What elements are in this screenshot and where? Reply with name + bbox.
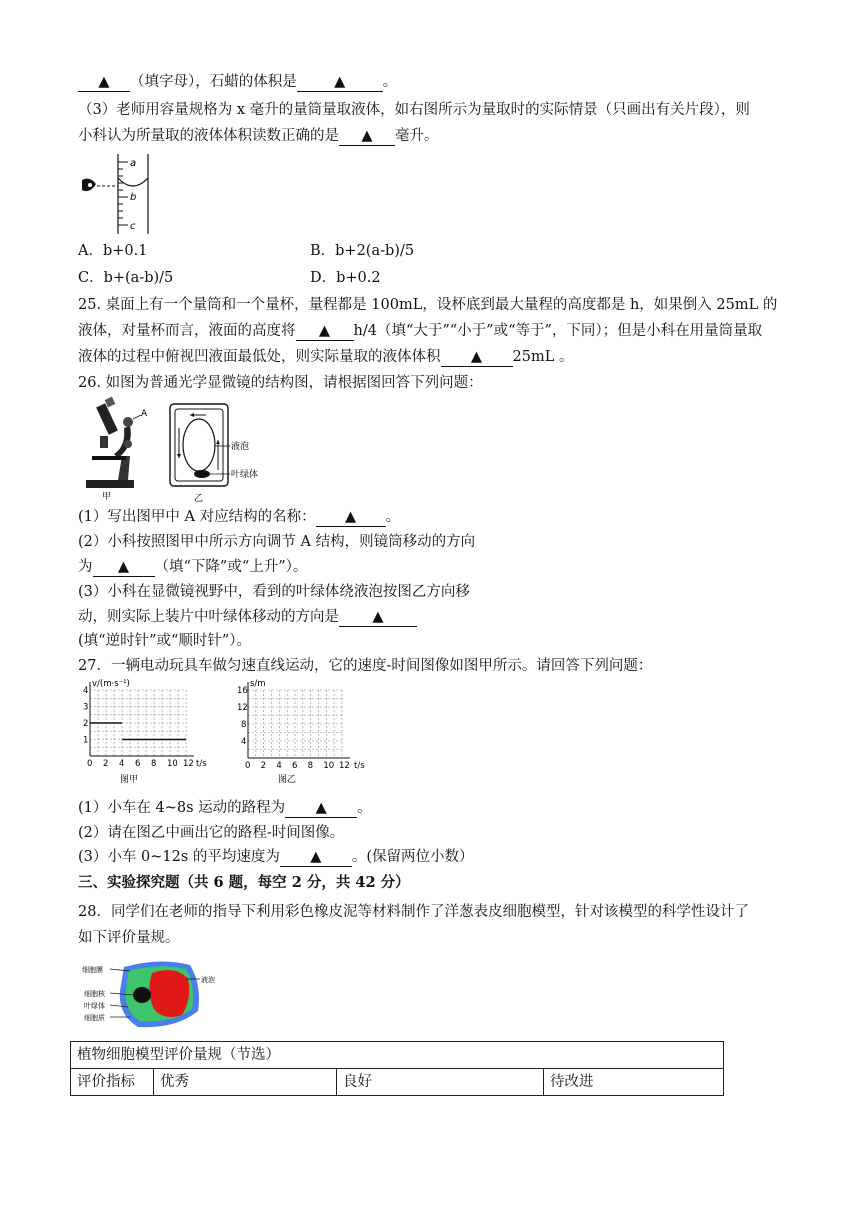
q28-text2: 如下评价量规。 <box>78 930 180 946</box>
x-axis-label: t/s <box>196 759 207 769</box>
x-tick-label: 6 <box>292 761 298 771</box>
microscope-figure <box>78 396 150 500</box>
chart-axes <box>90 682 194 756</box>
plant-cell-figure <box>164 400 274 504</box>
chart-axes <box>248 682 350 758</box>
q27-sub1: (1）小车在 4~8s 运动的路程为 ▲ 。 <box>78 800 372 816</box>
q25-text: 25. 桌面上有一个量筒和一个量杯，量程都是 100mL，设杯底到最大量程的高度都是 h，如果倒入 25mL 的 <box>78 297 778 313</box>
svg-text:乙: 乙 <box>194 494 204 504</box>
y-tick-label: 1 <box>83 735 89 746</box>
x-tick-label: 2 <box>260 761 267 771</box>
q26-sub3b: 动，则实际上装片中叶绿体移动的方向是 ▲ <box>78 607 417 627</box>
answer-blank[interactable]: ▲ <box>339 127 395 146</box>
x-tick-label: 10 <box>167 759 178 769</box>
answer-blank[interactable]: ▲ <box>297 73 383 92</box>
x-tick-label: 6 <box>135 759 141 769</box>
chart-caption: 图乙 <box>278 775 297 785</box>
x-tick-label: 0 <box>87 759 93 769</box>
option-c[interactable]: C．b+(a-b)/5 <box>78 270 174 286</box>
q27-title: 27．一辆电动玩具车做匀速直线运动，它的速度-时间图像如图甲所示。请回答下列问题： <box>78 658 653 674</box>
option-a[interactable]: A．b+0.1 <box>78 243 148 259</box>
svg-text:b: b <box>130 192 137 203</box>
x-tick-label: 10 <box>323 761 335 771</box>
q26-sub2: (2）小科按照图甲中所示方向调节 A 结构，则镜筒移动的方向 <box>78 534 476 550</box>
rubric-header-excellent: 优秀 <box>154 1069 337 1096</box>
x-tick-label: 4 <box>119 759 125 769</box>
q27-sub2: (2）请在图乙中画出它的路程-时间图像。 <box>78 825 345 841</box>
answer-blank[interactable]: ▲ <box>339 608 417 627</box>
onion-cell-model-image <box>80 955 240 1035</box>
answer-blank[interactable]: ▲ <box>316 508 386 527</box>
x-tick-label: 2 <box>103 759 109 769</box>
y-tick-label: 4 <box>83 686 89 696</box>
chart-caption: 图甲 <box>120 775 139 785</box>
q24-part3-text2: 小科认为所量取的液体体积读数正确的是 ▲ 毫升。 <box>78 128 439 144</box>
svg-text:叶绿体: 叶绿体 <box>84 1002 105 1010</box>
q24-line-continuation: ▲ （填字母），石蜡的体积是 ▲ 。 <box>78 72 397 92</box>
answer-blank[interactable]: ▲ <box>441 348 513 367</box>
cylinder-reading-figure <box>78 150 158 236</box>
x-tick-label: 0 <box>245 761 251 771</box>
rubric-header-improve: 待改进 <box>544 1069 724 1096</box>
x-tick-label: 8 <box>151 759 157 769</box>
svg-text:c: c <box>130 221 136 232</box>
svg-text:A: A <box>141 409 148 419</box>
q27-sub3: (3）小车 0~12s 的平均速度为 ▲ 。(保留两位小数） <box>78 849 474 865</box>
option-b[interactable]: B．b+2(a-b)/5 <box>310 243 415 259</box>
answer-blank[interactable]: ▲ <box>296 322 354 341</box>
section-3-title: 三、实验探究题（共 6 题，每空 2 分，共 42 分） <box>78 874 410 891</box>
x-axis-label: t/s <box>354 761 365 771</box>
answer-blank[interactable]: ▲ <box>285 799 357 818</box>
y-tick-label: 12 <box>237 703 248 713</box>
rubric-table <box>70 1041 724 1096</box>
x-tick-label: 4 <box>276 761 282 771</box>
table-row <box>71 1069 724 1096</box>
svg-text:液泡: 液泡 <box>201 976 215 984</box>
svg-text:细胞质: 细胞质 <box>84 1014 105 1022</box>
answer-blank[interactable]: ▲ <box>78 73 130 92</box>
q26-sub2b: 为 ▲ （填“下降”或“上升”）。 <box>78 559 308 575</box>
q28-text: 28．同学们在老师的指导下利用彩色橡皮泥等材料制作了洋葱表皮细胞模型，针对该模型的科学性设计了 <box>78 904 749 920</box>
x-tick-label: 12 <box>339 761 350 771</box>
answer-blank[interactable]: ▲ <box>93 558 155 577</box>
y-tick-label: 3 <box>83 702 89 713</box>
svg-text:叶绿体: 叶绿体 <box>231 470 259 480</box>
y-axis-label: v/(m·s⁻¹) <box>92 679 130 689</box>
q26-sub3c: (填“逆时针”或“顺时针”）。 <box>78 633 252 649</box>
svg-text:细胞膜: 细胞膜 <box>82 966 103 974</box>
q25-text2: 液体，对量杯而言，液面的高度将 ▲ h/4（填“大于”“小于”或“等于”，下同）；但是小科在用量筒量取 <box>78 323 763 339</box>
distance-time-chart <box>218 676 368 786</box>
svg-text:甲: 甲 <box>102 492 112 500</box>
rubric-header-indicator: 评价指标 <box>71 1069 154 1096</box>
option-d[interactable]: D．b+0.2 <box>310 270 381 286</box>
svg-text:液泡: 液泡 <box>231 442 250 452</box>
q25-text3: 液体的过程中俯视凹液面最低处，则实际量取的液体体积 ▲ 25mL 。 <box>78 349 574 365</box>
svg-text:细胞核: 细胞核 <box>84 990 105 998</box>
x-tick-label: 8 <box>307 761 314 771</box>
answer-blank[interactable]: ▲ <box>280 848 352 867</box>
y-axis-label: s/m <box>250 679 266 689</box>
y-tick-label: 2 <box>83 719 89 729</box>
rubric-header-good: 良好 <box>337 1069 544 1096</box>
q26-sub1: (1）写出图甲中 A 对应结构的名称： ▲ 。 <box>78 509 401 525</box>
chart-grid <box>248 690 342 758</box>
q26-title: 26. 如图为普通光学显微镜的结构图，请根据图回答下列问题： <box>78 375 483 391</box>
y-tick-label: 8 <box>241 720 247 730</box>
x-tick-label: 12 <box>183 759 194 769</box>
q24-part3-text: （3）老师用容量规格为 x 毫升的量筒量取液体，如右图所示为量取时的实际情景（只画出有关片段），则 <box>78 102 750 118</box>
q26-sub3: (3）小科在显微镜视野中，看到的叶绿体绕液泡按图乙方向移 <box>78 584 470 600</box>
y-tick-label: 16 <box>237 686 248 696</box>
svg-text:a: a <box>130 158 137 169</box>
velocity-time-chart <box>74 676 210 786</box>
rubric-caption: 植物细胞模型评价量规（节选） <box>71 1042 724 1069</box>
y-tick-label: 4 <box>241 737 247 747</box>
